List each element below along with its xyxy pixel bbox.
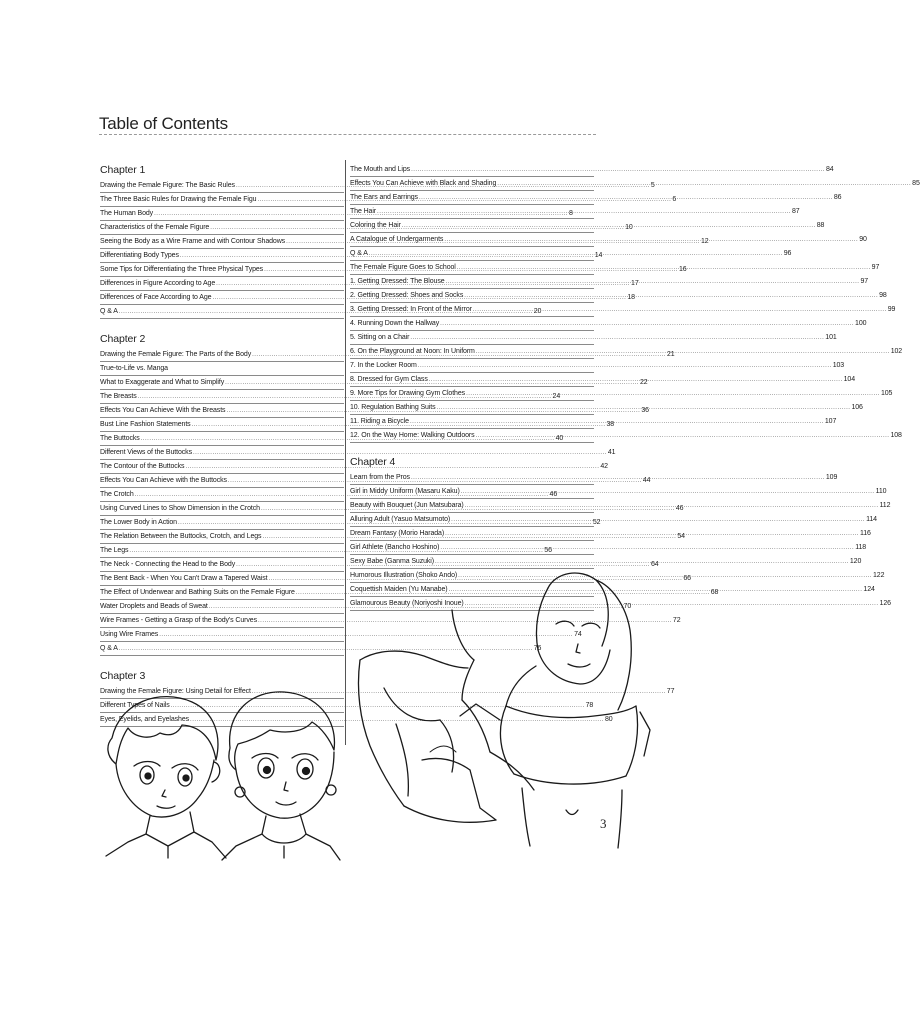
toc-entry-title: A Catalogue of Undergarments	[350, 236, 444, 243]
toc-entry-title: The Lower Body in Action	[100, 519, 177, 526]
toc-entry-page-number: 5	[650, 182, 655, 189]
toc-entry-title: Some Tips for Differentiating the Three Physical Types	[100, 266, 264, 273]
toc-entry-title: Using Curved Lines to Show Dimension in the Crotch	[100, 505, 260, 512]
toc-entry-page-number: 88	[816, 222, 825, 229]
toc-entry-title: Wire Frames - Getting a Grasp of the Body's Curves	[100, 617, 258, 624]
toc-entry-title: Girl Athlete (Bancho Hoshino)	[350, 544, 440, 551]
short-hair-girl-illustration	[106, 697, 226, 858]
toc-entry-page-number: 110	[875, 488, 887, 495]
toc-entry-page-number: 21	[667, 351, 675, 358]
toc-entry-page-number: 102	[890, 348, 903, 355]
toc-entry-title: Differences of Face According to Age	[100, 294, 212, 301]
toc-entry-page-number: 10	[625, 224, 633, 231]
toc-entry-page-number: 97	[860, 278, 869, 285]
toc-entry-page-number: 54	[677, 533, 685, 540]
toc-entry-title: The Mouth and Lips	[350, 166, 411, 173]
toc-entry-title: 7. In the Locker Room	[350, 362, 417, 369]
toc-entry-page-number: 78	[585, 702, 594, 709]
toc-entry-page-number: 80	[604, 716, 613, 723]
toc-entry-title: 2. Getting Dressed: Shoes and Socks	[350, 292, 464, 299]
toc-entry-page-number: 105	[880, 390, 893, 397]
toc-entry-title: Beauty with Bouquet (Jun Matsubara)	[350, 502, 464, 509]
toc-entry-page-number: 36	[641, 407, 649, 414]
toc-entry-page-number: 90	[859, 236, 867, 243]
toc-entry-title: Effects You Can Achieve with Black and Shading	[350, 180, 497, 187]
toc-entry-page-number: 76	[533, 645, 542, 652]
toc-entry-page-number: 46	[675, 505, 684, 512]
toc-entry-title: Effects You Can Achieve with the Buttocks	[100, 477, 227, 484]
toc-entry-title: Bust Line Fashion Statements	[100, 421, 191, 428]
toc-entry-title: 9. More Tips for Drawing Gym Clothes	[350, 390, 466, 397]
toc-entry-page-number: 70	[623, 603, 632, 610]
chapter-heading: Chapter 1	[100, 164, 146, 176]
toc-entry-title: Q & A	[100, 645, 118, 652]
toc-entry-page-number: 106	[851, 404, 863, 411]
toc-entry-title: Coloring the Hair	[350, 222, 401, 229]
toc-entry-page-number: 114	[866, 516, 877, 523]
toc-entry-page-number: 112	[879, 502, 891, 509]
toc-entry-title: Alluring Adult (Yasuo Matsumoto)	[350, 516, 451, 523]
toc-entry-page-number: 86	[833, 194, 842, 201]
toc-entry-page-number: 14	[594, 252, 603, 259]
toc-entry-page-number: 38	[606, 421, 615, 428]
toc-entry-title: Humorous Illustration (Shoko Ando)	[350, 572, 458, 579]
toc-entry-page-number: 108	[890, 432, 902, 439]
toc-entry-title: Using Wire Frames	[100, 631, 159, 638]
toc-entry-page-number: 85	[912, 180, 920, 187]
chapter-heading: Chapter 2	[100, 333, 146, 345]
toc-entry-page-number: 52	[592, 519, 601, 526]
toc-entry-page-number: 22	[640, 379, 648, 386]
toc-entry-page-number: 42	[600, 463, 608, 470]
toc-entry-title: The Relation Between the Buttocks, Crotch, and Legs	[100, 533, 262, 540]
toc-entry-title: Differences in Figure According to Age	[100, 280, 216, 287]
toc-entry-title: 1. Getting Dressed: The Blouse	[350, 278, 445, 285]
toc-entry-title: The Female Figure Goes to School	[350, 264, 456, 271]
toc-entry-title: Differentiating Body Types	[100, 252, 179, 259]
toc-entry-page-number: 98	[879, 292, 887, 299]
toc-entry-title: The Effect of Underwear and Bathing Suits on the Female Figure	[100, 589, 295, 596]
toc-entry-page-number: 74	[574, 631, 582, 638]
toc-entry-page-number: 12	[700, 238, 709, 245]
toc-entry-title: Dream Fantasy (Morio Harada)	[350, 530, 445, 537]
toc-entry-title: Different Views of the Buttocks	[100, 449, 192, 456]
toc-entry-page-number: 109	[825, 474, 838, 481]
toc-entry-page-number: 46	[549, 491, 558, 498]
toc-entry-title: Drawing the Female Figure: The Parts of the Body	[100, 351, 252, 358]
toc-entry-page-number: 16	[678, 266, 687, 273]
toc-entry-page-number: 120	[849, 558, 862, 565]
toc-entry-title: Water Droplets and Beads of Sweat	[100, 603, 208, 610]
toc-entry-title: The Legs	[100, 547, 129, 554]
toc-entry-title: The Three Basic Rules for Drawing the Female Figu	[100, 196, 257, 203]
toc-entry-page-number: 41	[607, 449, 616, 456]
chapter-heading: Chapter 4	[350, 456, 396, 468]
toc-entry-page-number: 84	[825, 166, 834, 173]
toc-entry-title: The Breasts	[100, 393, 137, 400]
toc-entry-page-number: 77	[666, 688, 675, 695]
toc-entry-page-number: 118	[855, 544, 867, 551]
toc-entry-page-number: 124	[863, 586, 875, 593]
toc-entry-page-number: 126	[879, 600, 891, 607]
toc-entry-page-number: 107	[824, 418, 837, 425]
toc-entry-page-number: 100	[855, 320, 867, 327]
toc-entry-page-number: 87	[791, 208, 800, 215]
toc-entry-title: The Contour of the Buttocks	[100, 463, 185, 470]
toc-entry-title: The Neck - Connecting the Head to the Body	[100, 561, 236, 568]
toc-entry-title: Glamourous Beauty (Noriyoshi Inoue)	[350, 600, 464, 607]
toc-entry-page-number: 96	[783, 250, 792, 257]
toc-entry-page-number: 44	[642, 477, 651, 484]
toc-entry-title: 3. Getting Dressed: In Front of the Mirror	[350, 306, 472, 313]
toc-entry-page-number: 97	[871, 264, 880, 271]
toc-entry-title: Coquettish Maiden (Yu Manabe)	[350, 586, 448, 593]
toc-entry-page-number: 24	[552, 393, 561, 400]
toc-entry-page-number: 56	[544, 547, 552, 554]
women-undressing-illustration	[358, 573, 650, 848]
page-number: 3	[600, 816, 607, 831]
toc-entry-page-number: 104	[843, 376, 856, 383]
toc-entry-title: The Buttocks	[100, 435, 140, 442]
toc-entry-page-number: 101	[825, 334, 837, 341]
toc-entry-title: The Human Body	[100, 210, 154, 217]
toc-entry-title: Seeing the Body as a Wire Frame and with Contour Shadows	[100, 238, 286, 245]
toc-entry-page-number: 99	[887, 306, 896, 313]
toc-entry-page-number: 18	[627, 294, 635, 301]
girl-with-earrings-illustration	[222, 692, 340, 860]
toc-entry-title: 10. Regulation Bathing Suits	[350, 404, 436, 411]
chapter-heading: Chapter 3	[100, 670, 146, 682]
toc-entry-title: 4. Running Down the Hallway	[350, 320, 440, 327]
toc-entry-page-number: 17	[631, 280, 639, 287]
toc-entry-title: 11. Riding a Bicycle	[350, 418, 409, 425]
toc-entry-title: Effects You Can Achieve With the Breasts	[100, 407, 226, 414]
toc-entry-page-number: 122	[873, 572, 885, 579]
toc-entry-title: Girl in Middy Uniform (Masaru Kaku)	[350, 488, 460, 495]
toc-entry-title: Learn from the Pros	[350, 474, 410, 481]
toc-entry-page-number: 40	[555, 435, 564, 442]
toc-entry-title: The Hair	[350, 208, 377, 215]
toc-entry-page-number: 64	[651, 561, 659, 568]
toc-entry-page-number: 8	[568, 210, 573, 217]
toc-entry-title: 12. On the Way Home: Walking Outdoors	[350, 432, 475, 439]
toc-entry-page-number: 72	[672, 617, 681, 624]
page-title: Table of Contents	[99, 114, 228, 133]
toc-entry-title: Different Types of Nails	[100, 702, 170, 709]
toc-entry-title: Eyes, Eyelids, and Eyelashes	[100, 716, 190, 723]
toc-entry-title: What to Exaggerate and What to Simplify	[100, 379, 225, 386]
toc-entry-title: Q & A	[350, 250, 368, 257]
toc-entry-title: The Crotch	[100, 491, 134, 498]
toc-entry-title: Drawing the Female Figure: The Basic Rules	[100, 182, 235, 189]
toc-entry-title: Q & A	[100, 308, 118, 315]
toc-entry-page-number: 20	[533, 308, 542, 315]
toc-entry-page-number: 6	[672, 196, 677, 203]
toc-entry-page-number: 116	[859, 530, 871, 537]
toc-entry-page-number: 66	[683, 575, 691, 582]
toc-entry-page-number: 68	[710, 589, 719, 596]
toc-entry-page-number: 103	[832, 362, 845, 369]
toc-entry-title: 6. On the Playground at Noon: In Uniform	[350, 348, 475, 355]
toc-entry-title: The Bent Back - When You Can't Draw a Tapered Waist	[100, 575, 268, 582]
toc-entry-title: 8. Dressed for Gym Class	[350, 376, 428, 383]
toc-entry-title: 5. Sitting on a Chair	[350, 334, 410, 341]
toc-entry-title: The Ears and Earrings	[350, 194, 418, 201]
toc-entry-title: Characteristics of the Female Figure	[100, 224, 210, 231]
toc-entry-title: True-to-Life vs. Manga	[100, 365, 168, 372]
toc-entry-title: Sexy Babe (Ganma Suzuki)	[350, 558, 434, 565]
toc-entry-title: Drawing the Female Figure: Using Detail for Effect	[100, 688, 251, 695]
